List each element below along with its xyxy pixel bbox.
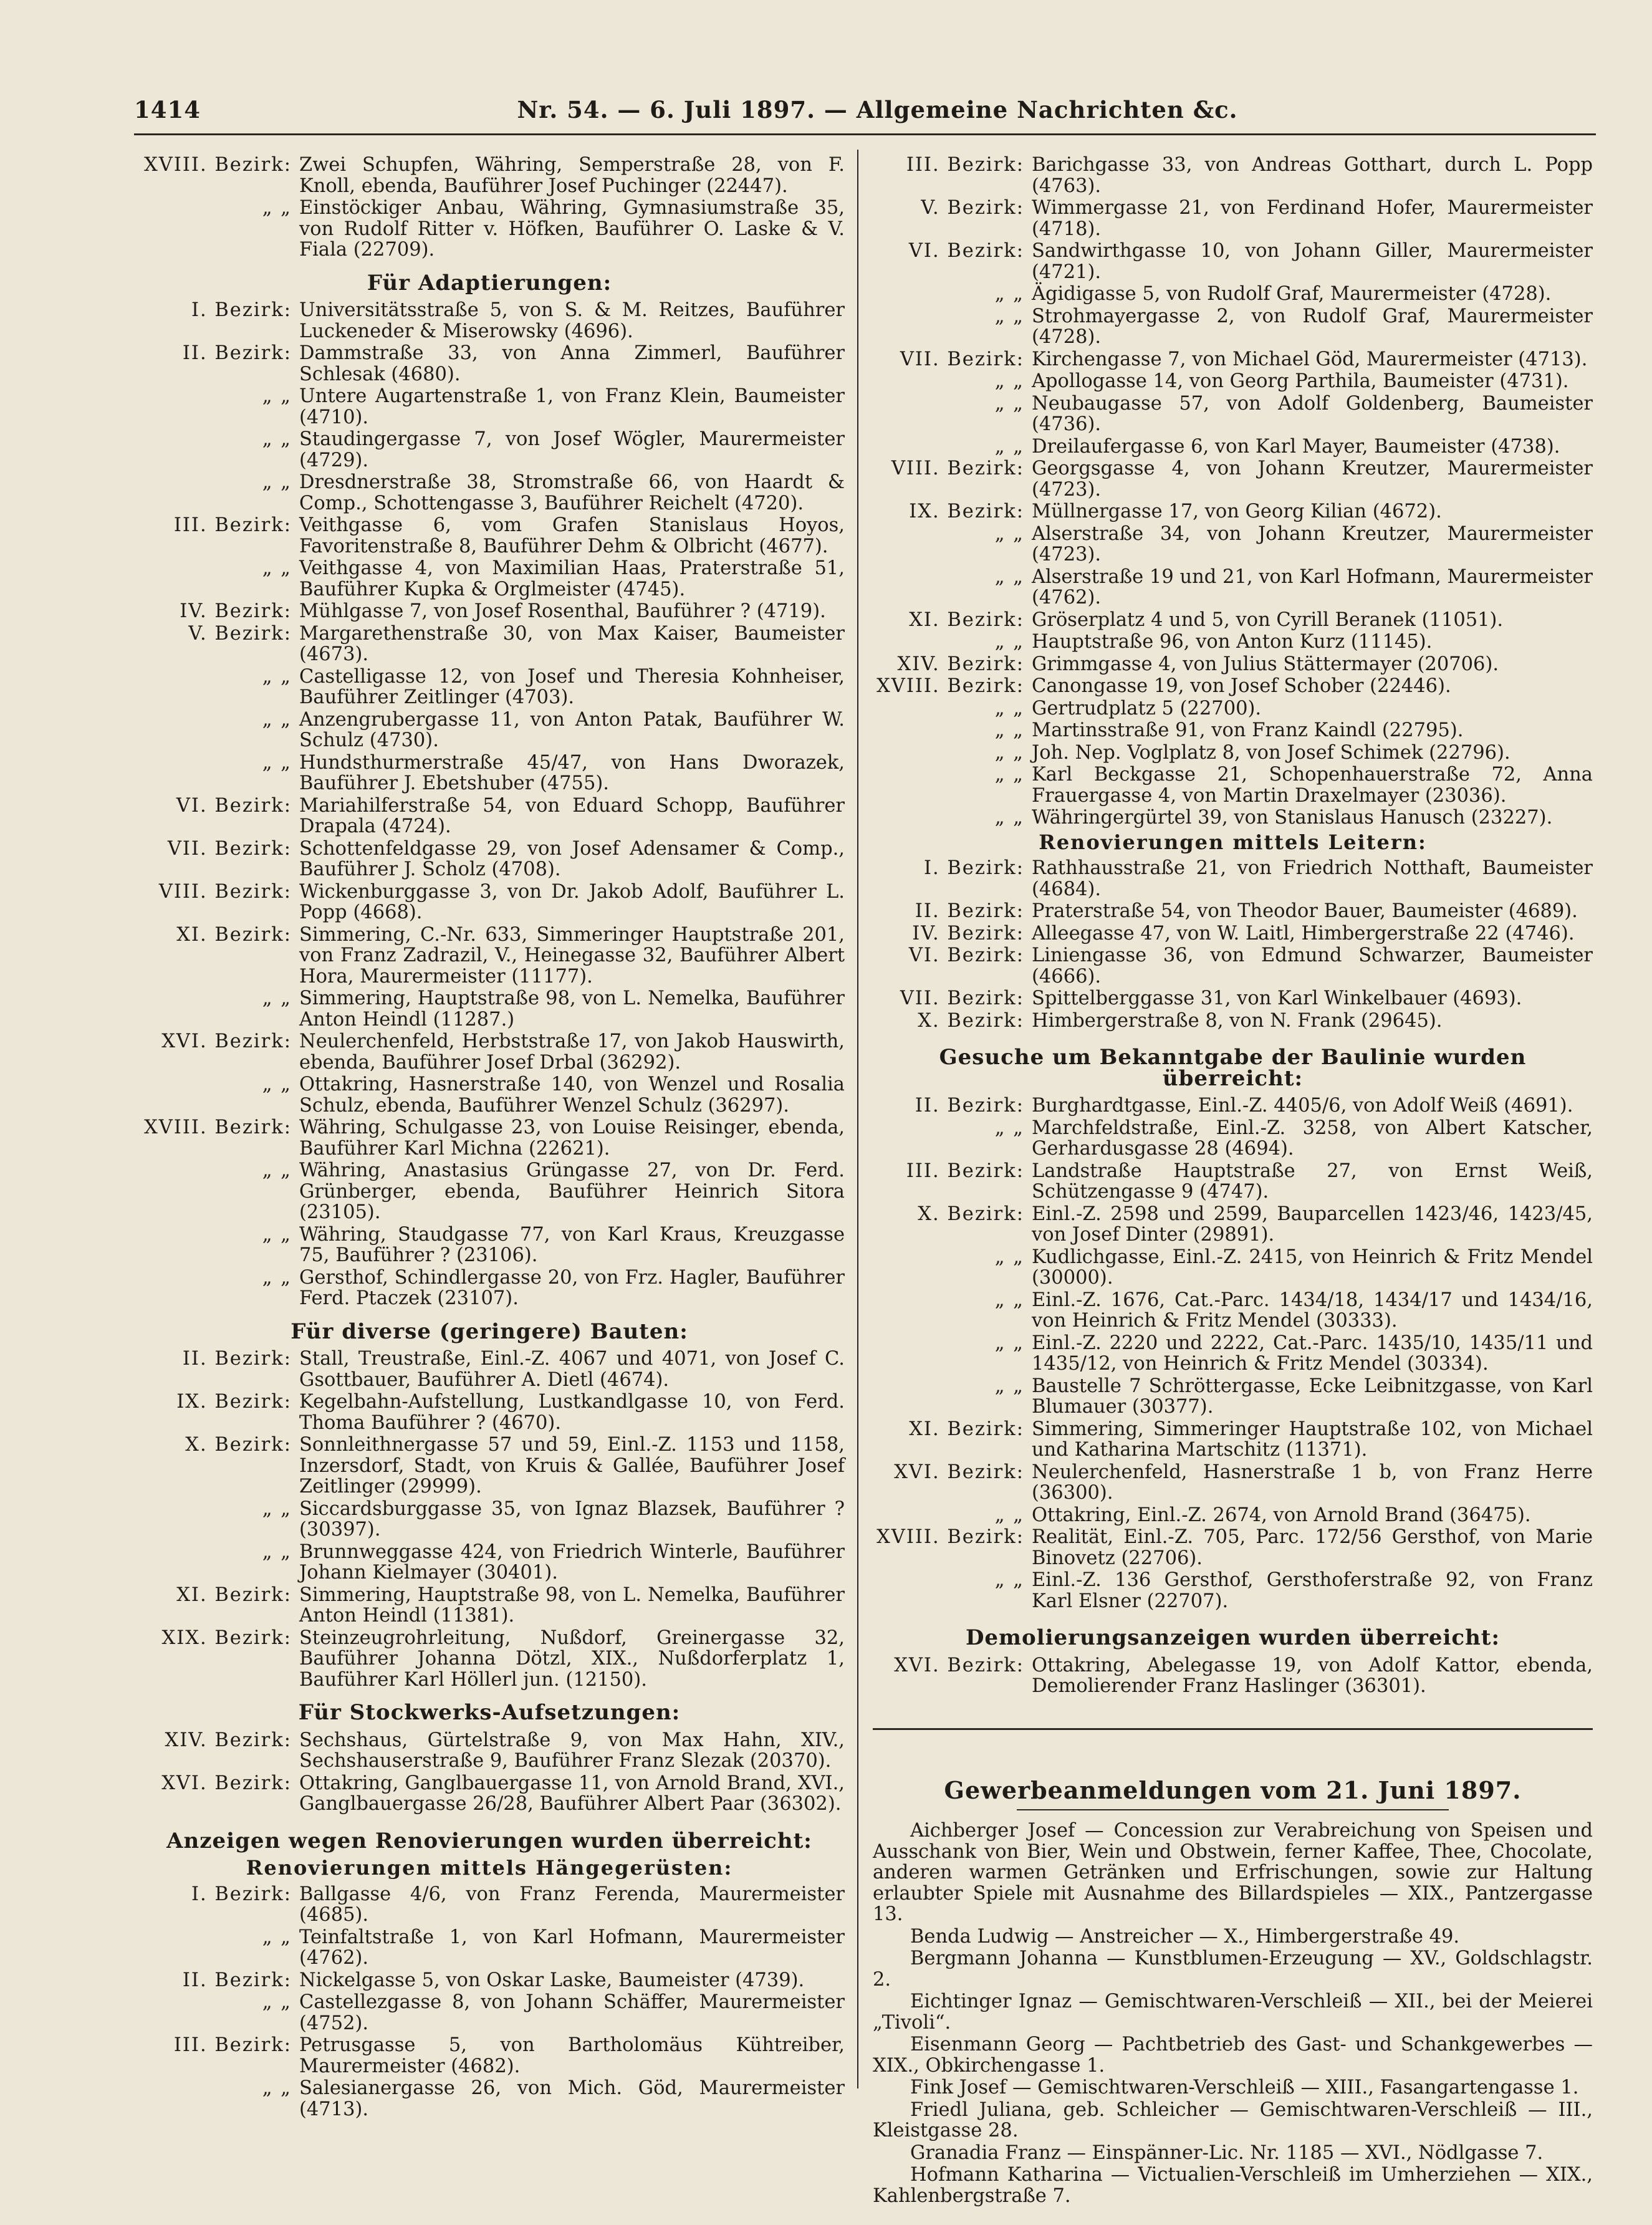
- entry-text: Castellezgasse 8, von Johann Schäffer, Maurermeister (4752).: [299, 1991, 845, 2034]
- list-item: [873, 458, 1593, 500]
- list-item: [873, 923, 1593, 944]
- entry-text: Sonnleithnergasse 57 und 59, Einl.-Z. 1153 und 1158, Inzersdorf, Stadt, von Kruis & Gallée, Bauführer Josef Zeitlinger (29999).: [299, 1434, 845, 1497]
- district-label: III. Bezirk:: [906, 154, 1024, 176]
- entry-text: Baustelle 7 Schröttergasse, Ecke Leibnitzgasse, von Karl Blumauer (30377).: [1032, 1375, 1593, 1418]
- entry-text: Petrusgasse 5, von Bartholomäus Kühtreiber, Maurermeister (4682).: [299, 2034, 845, 2077]
- entry-text: Neulerchenfeld, Herbststraße 17, von Jakob Hauswirth, ebenda, Bauführer Josef Drbal (36292).: [299, 1031, 845, 1074]
- list-item: [134, 1730, 845, 1772]
- entry-text: Simmering, Hauptstraße 98, von L. Nemelka, Bauführer Anton Heindl (11381).: [299, 1583, 845, 1627]
- gewerbe-entry: Friedl Juliana, geb. Schleicher — Gemischtwaren-Verschleiß — III., Kleistgasse 28.: [873, 2098, 1593, 2141]
- list-item: [134, 155, 845, 196]
- entry-text: Landstraße Hauptstraße 27, von Ernst Weiß, Schützengasse 9 (4747).: [1032, 1160, 1593, 1203]
- left-block-1: [134, 155, 845, 261]
- district-label: „ „: [994, 807, 1024, 829]
- district-label: VII. Bezirk:: [900, 988, 1024, 1009]
- entry-text: Himbergerstraße 8, von N. Frank (29645).: [1032, 1009, 1443, 1032]
- entry-text: Simmering, C.-Nr. 633, Simmeringer Hauptstraße 201, von Franz Zadrazil, V., Heinegasse 32, Bauführer Albert Hora, Maurermeister (11177).: [299, 923, 845, 988]
- district-label: VI. Bezirk:: [176, 794, 292, 817]
- entry-text: Kegelbahn-Aufstellung, Lustkandlgasse 10, von Ferd. Thoma Bauführer ? (4670).: [299, 1391, 845, 1434]
- gewerbe-entry: Eisenmann Georg — Pachtbetrieb des Gast- und Schankgewerbes — XIX., Obkirchengasse 1.: [873, 2034, 1593, 2077]
- entry-text: Sechshaus, Gürtelstraße 9, von Max Hahn, XIV., Sechshauserstraße 9, Bauführer Franz Slezak (20370).: [299, 1729, 845, 1772]
- entry-text: Dresdnerstraße 38, Stromstraße 66, von Haardt & Comp., Schottengasse 3, Bauführer Reichelt (4720).: [299, 471, 845, 514]
- entry-text: Nickelgasse 5, von Oskar Laske, Baumeister (4739).: [299, 1969, 805, 1991]
- gewerbe-entry: Hofmann Katharina — Victualien-Verschleiß im Umherziehen — XIX., Kahlenbergstraße 7.: [873, 2164, 1593, 2207]
- list-item: [134, 666, 845, 708]
- entry-text: Zwei Schupfen, Währing, Semperstraße 28, von F. Knoll, ebenda, Bauführer Josef Puchinger (22447).: [299, 154, 845, 197]
- list-item: [134, 1542, 845, 1583]
- district-label: III. Bezirk:: [906, 1160, 1024, 1182]
- list-item: [873, 1462, 1593, 1504]
- list-item: [134, 343, 845, 385]
- list-item: [873, 371, 1593, 392]
- heading-diverse-bauten: Für diverse (geringere) Bauten:: [291, 1319, 688, 1344]
- district-label: IV. Bezirk:: [180, 600, 292, 622]
- list-item: [134, 472, 845, 514]
- header-rule: [134, 133, 1596, 135]
- district-label: XVIII. Bezirk:: [144, 154, 292, 176]
- district-label: XI. Bezirk:: [176, 923, 292, 946]
- district-label: „ „: [262, 471, 292, 493]
- heading-gewerbeanmeldungen: Gewerbeanmeldungen vom 21. Juni 1897.: [944, 1776, 1522, 1804]
- district-label: VIII. Bezirk:: [891, 458, 1024, 479]
- entry-text: Grimmgasse 4, von Julius Stättermayer (20706).: [1032, 653, 1499, 675]
- entry-text: Salesianergasse 26, von Mich. Göd, Maurermeister (4713).: [299, 2077, 845, 2120]
- list-item: [134, 1391, 845, 1433]
- list-item: [134, 515, 845, 557]
- district-label: VI. Bezirk:: [908, 240, 1024, 262]
- entry-text: Dammstraße 33, von Anna Zimmerl, Bauführer Schlesak (4680).: [299, 342, 845, 385]
- district-label: XVI. Bezirk:: [894, 1461, 1024, 1483]
- district-label: IX. Bezirk:: [176, 1391, 292, 1413]
- list-item: [134, 988, 845, 1030]
- list-item: [134, 1224, 845, 1266]
- district-label: „ „: [262, 665, 292, 688]
- list-item: [873, 1505, 1593, 1526]
- district-label: „ „: [994, 1569, 1024, 1591]
- district-label: „ „: [262, 428, 292, 450]
- list-item: [873, 393, 1593, 435]
- list-item: [873, 1247, 1593, 1289]
- entry-text: Einstöckiger Anbau, Währing, Gymnasiumstraße 35, von Rudolf Ritter v. Höfken, Bauführer O. Laske & V. Fiala (22709).: [299, 197, 845, 261]
- entry-text: Hundsthurmerstraße 45/47, von Hans Dworazek, Bauführer J. Ebetshuber (4755).: [299, 751, 845, 794]
- district-label: II. Bezirk:: [182, 1969, 292, 1991]
- entry-text: Alleegasse 47, von W. Laitl, Himbergerstraße 22 (4746).: [1032, 922, 1575, 944]
- heading-renovierungen: Anzeigen wegen Renovierungen wurden überreicht:: [166, 1828, 812, 1853]
- list-gewerbeanmeldungen: [873, 1820, 1593, 2206]
- district-label: XVI. Bezirk:: [161, 1031, 292, 1052]
- gewerbe-rule: [1017, 1809, 1449, 1810]
- list-item: [873, 764, 1593, 806]
- district-label: XI. Bezirk:: [909, 1418, 1024, 1440]
- entry-text: Neubaugasse 57, von Adolf Goldenberg, Baumeister (4736).: [1032, 392, 1593, 435]
- list-item: [873, 349, 1593, 370]
- district-label: „ „: [994, 1117, 1024, 1139]
- district-label: „ „: [994, 1246, 1024, 1268]
- district-label: X. Bezirk:: [918, 1203, 1024, 1225]
- district-label: VI. Bezirk:: [908, 944, 1024, 966]
- entry-text: Währing, Schulgasse 23, von Louise Reisinger, ebenda, Bauführer Karl Michna (22621).: [299, 1117, 845, 1160]
- list-item: [873, 858, 1593, 900]
- entry-text: Währing, Staudgasse 77, von Karl Kraus, Kreuzgasse 75, Bauführer ? (23106).: [299, 1223, 845, 1266]
- list-item: [134, 925, 845, 988]
- list-item: [873, 632, 1593, 653]
- district-label: „ „: [994, 1332, 1024, 1354]
- page-header: [134, 80, 1596, 123]
- list-item: [873, 945, 1593, 987]
- list-item: [873, 742, 1593, 764]
- district-label: XI. Bezirk:: [176, 1583, 292, 1606]
- list-item: [134, 429, 845, 471]
- district-label: „ „: [262, 1497, 292, 1520]
- list-item: [873, 501, 1593, 522]
- gewerbe-entry: Bergmann Johanna — Kunstblumen-Erzeugung — XV., Goldschlagstr. 2.: [873, 1948, 1593, 1991]
- list-item: [134, 882, 845, 923]
- entry-text: Steinzeugrohrleitung, Nußdorf, Greinergasse 32, Bauführer Johanna Dötzl, XIX., Nußdorferplatz 1, Bauführer Karl Höllerl jun. (12150).: [299, 1627, 845, 1691]
- entry-text: Alserstraße 34, von Johann Kreutzer, Maurermeister (4723).: [1032, 522, 1593, 565]
- entry-text: Teinfaltstraße 1, von Karl Hofmann, Maurermeister (4762).: [299, 1926, 845, 1969]
- district-label: XIX. Bezirk:: [161, 1627, 292, 1649]
- list-item: [134, 558, 845, 600]
- list-item: [873, 720, 1593, 741]
- entry-text: Ägidigasse 5, von Rudolf Graf, Maurermeister (4728).: [1032, 283, 1552, 305]
- district-label: VII. Bezirk:: [900, 348, 1024, 370]
- district-label: I. Bezirk:: [191, 299, 292, 321]
- entry-text: Veithgasse 4, von Maximilian Haas, Praterstraße 51, Bauführer Kupka & Orglmeister (4745).: [299, 557, 845, 600]
- list-item: [134, 1348, 845, 1390]
- list-item: [873, 1419, 1593, 1461]
- heading-stockwerks-aufsetzungen: Für Stockwerks-Aufsetzungen:: [298, 1700, 681, 1725]
- column-divider: [857, 150, 858, 2088]
- list-item: [873, 1095, 1593, 1117]
- list-item: [134, 601, 845, 622]
- list-item: [134, 1927, 845, 1969]
- list-item: [134, 1031, 845, 1073]
- district-label: „ „: [994, 283, 1024, 305]
- entry-text: Hauptstraße 96, von Anton Kurz (11145).: [1032, 631, 1433, 653]
- entry-text: Apollogasse 14, von Georg Parthila, Baumeister (4731).: [1032, 370, 1569, 392]
- list-item: [873, 436, 1593, 458]
- district-label: „ „: [262, 988, 292, 1009]
- list-leitern: [873, 858, 1593, 1031]
- entry-text: Martinsstraße 91, von Franz Kaindl (22795).: [1032, 719, 1464, 741]
- list-item: [134, 623, 845, 665]
- entry-text: Karl Beckgasse 21, Schopenhauerstraße 72, Anna Frauergasse 4, von Martin Draxelmayer (23036).: [1032, 764, 1593, 807]
- district-label: XI. Bezirk:: [909, 608, 1024, 631]
- list-diverse-bauten: [134, 1348, 845, 1690]
- district-label: „ „: [262, 197, 292, 219]
- district-label: „ „: [994, 522, 1024, 545]
- district-label: „ „: [994, 631, 1024, 653]
- district-label: XVI. Bezirk:: [894, 1654, 1024, 1676]
- entry-text: Gertrudplatz 5 (22700).: [1032, 697, 1262, 719]
- entry-text: Einl.-Z. 1676, Cat.-Parc. 1434/18, 1434/17 und 1434/16, von Heinrich & Fritz Mendel (30333).: [1032, 1289, 1593, 1332]
- left-column: [134, 155, 845, 2121]
- district-label: „ „: [262, 1540, 292, 1563]
- list-stockwerks-aufsetzungen: [134, 1730, 845, 1815]
- entry-text: Ottakring, Einl.-Z. 2674, von Arnold Brand (36475).: [1032, 1504, 1531, 1526]
- gewerbe-entry: Granadia Franz — Einspänner-Lic. Nr. 1185 — XVI., Nödlgasse 7.: [910, 2141, 1544, 2164]
- list-baulinie: [873, 1095, 1593, 1612]
- district-label: „ „: [994, 370, 1024, 392]
- list-item: [873, 698, 1593, 719]
- district-label: „ „: [994, 305, 1024, 327]
- district-label: X. Bezirk:: [185, 1434, 292, 1456]
- subheading-leitern: Renovierungen mittels Leitern:: [1039, 830, 1427, 854]
- list-item: [873, 1527, 1593, 1569]
- district-label: „ „: [994, 719, 1024, 741]
- district-label: „ „: [994, 764, 1024, 786]
- district-label: XVIII. Bezirk:: [144, 1117, 292, 1138]
- district-label: „ „: [994, 1289, 1024, 1311]
- list-item: [873, 988, 1593, 1009]
- entry-text: Stall, Treustraße, Einl.-Z. 4067 und 4071, von Josef C. Gsottbauer, Bauführer A. Dietl (4674).: [299, 1348, 845, 1391]
- district-label: I. Bezirk:: [923, 857, 1024, 879]
- entry-text: Wickenburggasse 3, von Dr. Jakob Adolf, Bauführer L. Popp (4668).: [299, 880, 845, 923]
- list-item: [134, 1970, 845, 1991]
- list-item: [873, 284, 1593, 305]
- district-label: I. Bezirk:: [191, 1883, 292, 1905]
- entry-text: Gröserplatz 4 und 5, von Cyrill Beranek (11051).: [1032, 608, 1504, 631]
- entry-text: Realität, Einl.-Z. 705, Parc. 172/56 Gersthof, von Marie Binovetz (22706).: [1032, 1526, 1593, 1569]
- list-item: [873, 524, 1593, 565]
- list-demolierung: [873, 1655, 1593, 1697]
- entry-text: Marchfeldstraße, Einl.-Z. 3258, von Albert Katscher, Gerhardusgasse 28 (4694).: [1032, 1117, 1593, 1160]
- list-item: [873, 155, 1593, 196]
- district-label: „ „: [994, 565, 1024, 588]
- entry-text: Mühlgasse 7, von Josef Rosenthal, Bauführer ? (4719).: [299, 600, 826, 622]
- entry-text: Spittelberggasse 31, von Karl Winkelbauer (4693).: [1032, 988, 1522, 1009]
- heading-adaptierungen: Für Adaptierungen:: [367, 270, 612, 296]
- list-item: [873, 1118, 1593, 1160]
- right-column: [873, 155, 1593, 2208]
- gewerbe-entry: Aichberger Josef — Concession zur Verabreichung von Speisen und Ausschank von Bier, Wein und Obstwein, ferner Kaffee, Thee, Chocolate, anderen warmen Getränken und Erfrischungen, sowie zur Haltung erlaubter Spiele mit Ausnahme des Billardspieles — XIX., Pantzergasse 13.: [873, 1820, 1593, 1925]
- district-label: „ „: [262, 1223, 292, 1246]
- district-label: „ „: [994, 435, 1024, 458]
- list-item: [134, 1992, 845, 2034]
- list-item: [873, 567, 1593, 608]
- entry-text: Strohmayergasse 2, von Rudolf Graf, Maurermeister (4728).: [1032, 305, 1593, 348]
- district-label: „ „: [262, 751, 292, 774]
- district-label: „ „: [262, 1074, 292, 1095]
- list-item: [134, 1884, 845, 1926]
- entry-text: Staudingergasse 7, von Josef Wögler, Maurermeister (4729).: [299, 428, 845, 471]
- entry-text: Alserstraße 19 und 21, von Karl Hofmann, Maurermeister (4762).: [1032, 565, 1593, 608]
- district-label: III. Bezirk:: [173, 2034, 292, 2056]
- entry-text: Schottenfeldgasse 29, von Josef Adensamer & Comp., Bauführer J. Scholz (4708).: [299, 837, 845, 880]
- entry-text: Einl.-Z. 2220 und 2222, Cat.-Parc. 1435/10, 1435/11 und 1435/12, von Heinrich & Fritz Mendel (30334).: [1032, 1332, 1593, 1375]
- list-item: [873, 901, 1593, 922]
- district-label: VII. Bezirk:: [167, 837, 292, 860]
- list-item: [134, 2035, 845, 2077]
- list-item: [873, 610, 1593, 631]
- district-label: XVIII. Bezirk:: [876, 675, 1024, 697]
- district-label: III. Bezirk:: [173, 514, 292, 536]
- entry-text: Ottakring, Hasnerstraße 140, von Wenzel und Rosalia Schulz, ebenda, Bauführer Wenzel Schulz (36297).: [299, 1074, 845, 1117]
- district-label: IV. Bezirk:: [912, 922, 1024, 944]
- list-haengegerueste-cont: [873, 155, 1593, 829]
- list-item: [873, 1570, 1593, 1612]
- gewerbe-entry: Fink Josef — Gemischtwaren-Verschleiß — XIII., Fasangartengasse 1.: [910, 2077, 1579, 2098]
- list-item: [873, 1376, 1593, 1418]
- list-item: [873, 198, 1593, 239]
- district-label: „ „: [262, 1991, 292, 2013]
- entry-text: Barichgasse 33, von Andreas Gotthart, durch L. Popp (4763).: [1032, 154, 1593, 197]
- entry-text: Müllnergasse 17, von Georg Kilian (4672).: [1032, 501, 1442, 522]
- list-adaptierungen: [134, 300, 845, 1309]
- entry-text: Einl.-Z. 2598 und 2599, Bauparcellen 1423/46, 1423/45, von Josef Dinter (29891).: [1032, 1203, 1593, 1246]
- list-item: [134, 752, 845, 794]
- entry-text: Kirchengasse 7, von Michael Göd, Maurermeister (4713).: [1032, 348, 1588, 370]
- gewerbe-top-rule: [873, 1728, 1593, 1730]
- entry-text: Währingergürtel 39, von Stanislaus Hanusch (23227).: [1032, 807, 1553, 829]
- district-label: VIII. Bezirk:: [158, 880, 292, 903]
- district-label: „ „: [262, 557, 292, 579]
- gewerbe-entry: Benda Ludwig — Anstreicher — X., Himbergerstraße 49.: [910, 1925, 1460, 1948]
- district-label: „ „: [994, 392, 1024, 415]
- list-item: [873, 1011, 1593, 1032]
- list-item: [873, 1204, 1593, 1246]
- list-item: [134, 1773, 845, 1815]
- district-label: „ „: [262, 385, 292, 407]
- running-title: Nr. 54. — 6. Juli 1897. — Allgemeine Nachrichten &c.: [517, 96, 1238, 123]
- district-label: X. Bezirk:: [918, 1009, 1024, 1032]
- list-item: [873, 241, 1593, 282]
- gewerbe-entry: Eichtinger Ignaz — Gemischtwaren-Verschleiß — XII., bei der Meierei „Tivoli“.: [873, 1991, 1593, 2034]
- list-item: [873, 676, 1593, 697]
- list-item: [134, 1074, 845, 1116]
- district-label: „ „: [262, 2077, 292, 2099]
- list-item: [134, 2078, 845, 2120]
- entry-text: Canongasse 19, von Josef Schober (22446).: [1032, 675, 1451, 697]
- entry-text: Anzengrubergasse 11, von Anton Patak, Bauführer W. Schulz (4730).: [299, 708, 845, 751]
- heading-demolierung: Demolierungsanzeigen wurden überreicht:: [965, 1625, 1501, 1650]
- entry-text: Ballgasse 4/6, von Franz Ferenda, Maurermeister (4685).: [299, 1883, 845, 1926]
- list-item: [134, 1628, 845, 1691]
- district-label: XVI. Bezirk:: [161, 1772, 292, 1794]
- entry-text: Praterstraße 54, von Theodor Bauer, Baumeister (4689).: [1032, 900, 1578, 922]
- entry-text: Universitätsstraße 5, von S. & M. Reitzes, Bauführer Luckeneder & Miserowsky (4696).: [299, 299, 845, 342]
- entry-text: Neulerchenfeld, Hasnerstraße 1 b, von Franz Herre (36300).: [1032, 1461, 1593, 1504]
- district-label: II. Bezirk:: [915, 1095, 1024, 1117]
- list-item: [873, 1290, 1593, 1332]
- district-label: II. Bezirk:: [915, 900, 1024, 922]
- entry-text: Untere Augartenstraße 1, von Franz Klein, Baumeister (4710).: [299, 385, 845, 428]
- list-item: [134, 300, 845, 342]
- list-item: [873, 1333, 1593, 1375]
- district-label: „ „: [994, 1504, 1024, 1526]
- district-label: V. Bezirk:: [188, 622, 292, 645]
- district-label: XVIII. Bezirk:: [876, 1526, 1024, 1548]
- district-label: „ „: [262, 1266, 292, 1289]
- list-item: [134, 386, 845, 428]
- list-item: [134, 1585, 845, 1627]
- list-item: [873, 807, 1593, 829]
- district-label: II. Bezirk:: [182, 1348, 292, 1370]
- entry-text: Ottakring, Abelegasse 19, von Adolf Kattor, ebenda, Demolierender Franz Haslinger (36301).: [1032, 1654, 1593, 1697]
- entry-text: Dreilaufergasse 6, von Karl Mayer, Baumeister (4738).: [1032, 435, 1560, 458]
- entry-text: Joh. Nep. Voglplatz 8, von Josef Schimek (22796).: [1032, 741, 1510, 764]
- entry-text: Gersthof, Schindlergasse 20, von Frz. Hagler, Bauführer Ferd. Ptaczek (23107).: [299, 1266, 845, 1309]
- entry-text: Siccardsburggasse 35, von Ignaz Blazsek, Bauführer ? (30397).: [299, 1497, 845, 1540]
- list-item: [134, 839, 845, 880]
- entry-text: Währing, Anastasius Grüngasse 27, von Dr. Ferd. Grünberger, ebenda, Bauführer Heinrich Sitora (23105).: [299, 1160, 845, 1223]
- list-haengegerueste: [134, 1884, 845, 2120]
- district-label: „ „: [994, 741, 1024, 764]
- district-label: XIV. Bezirk:: [897, 653, 1024, 675]
- entry-text: Brunnweggasse 424, von Friedrich Winterle, Bauführer Johann Kielmayer (30401).: [299, 1540, 845, 1583]
- entry-text: Georgsgasse 4, von Johann Kreutzer, Maurermeister (4723).: [1032, 458, 1593, 501]
- district-label: „ „: [262, 708, 292, 731]
- entry-text: Castelligasse 12, von Josef und Theresia Kohnheiser, Bauführer Zeitlinger (4703).: [299, 665, 845, 708]
- entry-text: Veithgasse 6, vom Grafen Stanislaus Hoyos, Favoritenstraße 8, Bauführer Dehm & Olbricht (4677).: [299, 514, 845, 557]
- district-label: IX. Bezirk:: [909, 501, 1024, 522]
- entry-text: Wimmergasse 21, von Ferdinand Hofer, Maurermeister (4718).: [1032, 197, 1593, 240]
- entry-text: Einl.-Z. 136 Gersthof, Gersthoferstraße 92, von Franz Karl Elsner (22707).: [1032, 1569, 1593, 1612]
- district-label: „ „: [994, 697, 1024, 719]
- entry-text: Simmering, Simmeringer Hauptstraße 102, von Michael und Katharina Martschitz (11371).: [1032, 1418, 1593, 1461]
- district-label: „ „: [994, 1375, 1024, 1397]
- list-item: [134, 1160, 845, 1223]
- list-item: [134, 1117, 845, 1159]
- entry-text: Sandwirthgasse 10, von Johann Giller, Maurermeister (4721).: [1032, 240, 1593, 283]
- entry-text: Simmering, Hauptstraße 98, von L. Nemelka, Bauführer Anton Heindl (11287.): [299, 988, 845, 1031]
- district-label: „ „: [262, 1160, 292, 1181]
- entry-text: Rathhausstraße 21, von Friedrich Notthaft, Baumeister (4684).: [1032, 857, 1593, 900]
- list-item: [873, 306, 1593, 348]
- entry-text: Mariahilferstraße 54, von Eduard Schopp, Bauführer Drapala (4724).: [299, 794, 845, 837]
- entry-text: Kudlichgasse, Einl.-Z. 2415, von Heinrich & Fritz Mendel (30000).: [1032, 1246, 1593, 1289]
- district-label: „ „: [262, 1926, 292, 1948]
- list-item: [873, 654, 1593, 675]
- list-item: [134, 1434, 845, 1497]
- entry-text: Margarethenstraße 30, von Max Kaiser, Baumeister (4673).: [299, 622, 845, 665]
- list-item: [873, 1655, 1593, 1697]
- list-item: [873, 1161, 1593, 1203]
- district-label: II. Bezirk:: [182, 342, 292, 364]
- list-item: [134, 1499, 845, 1540]
- district-label: XIV. Bezirk:: [165, 1729, 292, 1751]
- list-item: [134, 795, 845, 837]
- list-item: [134, 1267, 845, 1309]
- list-item: [134, 709, 845, 751]
- list-item: [134, 198, 845, 261]
- subheading-haengegerueste: Renovierungen mittels Hängegerüsten:: [246, 1856, 733, 1880]
- heading-baulinie: Gesuche um Bekanntgabe der Baulinie wurden überreicht:: [939, 1045, 1527, 1091]
- entry-text: Liniengasse 36, von Edmund Schwarzer, Baumeister (4666).: [1032, 944, 1593, 988]
- entry-text: Ottakring, Ganglbauergasse 11, von Arnold Brand, XVI., Ganglbauergasse 26/28, Bauführer Albert Paar (36302).: [299, 1772, 845, 1815]
- page-number: 1414: [134, 96, 201, 123]
- entry-text: Burghardtgasse, Einl.-Z. 4405/6, von Adolf Weiß (4691).: [1032, 1095, 1573, 1117]
- district-label: V. Bezirk:: [921, 197, 1024, 219]
